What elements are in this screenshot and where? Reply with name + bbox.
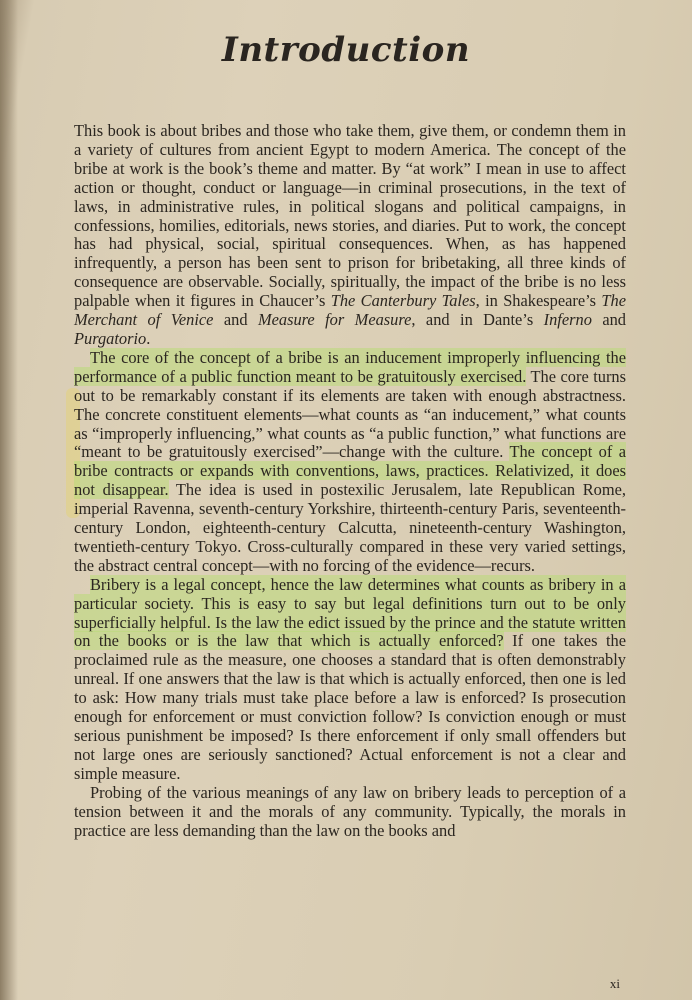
- text-segment: , and in Dante’s: [411, 310, 544, 330]
- highlighted-text: The core of the concept of a bribe is an inducement improperly influencing the performance of a public function meant to be gratuitously exercised.: [74, 347, 626, 386]
- italic-title: The Merchant of Venice: [74, 291, 626, 330]
- text-segment: Probing of the various meanings of any law on bribery leads to perception of a tension between it and the morals of any community. Typically, the morals in practice are less demanding than the law on the books and: [74, 782, 626, 840]
- page-number: xi: [609, 976, 620, 991]
- italic-title: The Canterbury Tales: [330, 291, 476, 311]
- paragraph-2: [74, 349, 626, 576]
- text-segment: The idea is used in postexilic Jerusalem, late Republican Rome, imperial Ravenna, seventh-century Yorkshire, thirteenth-century Paris, seventeenth-century London, eighteenth-century Calcutta, nineteenth-century Washington, twentieth-century Tokyo. Cross-culturally compared in these very varied settings, the abstract central concept—with no forcing of the evidence—recurs.: [74, 480, 626, 575]
- body-text: [74, 122, 626, 840]
- paragraph-4: [74, 784, 626, 841]
- text-segment: , in Shakespeare’s: [475, 291, 602, 311]
- italic-title: Purgatorio: [74, 328, 147, 348]
- text-segment: and: [591, 310, 627, 330]
- highlighted-text: Bribery is a legal concept, hence the law determines what counts as bribery in a particular society. This is easy to say but legal definitions turn out to be only superficially helpful. Is the law the edict issued by the prince and the statute written on the books or is the law that which is actually enforced?: [74, 574, 626, 651]
- text-segment: .: [146, 328, 151, 348]
- italic-title: Inferno: [543, 310, 592, 330]
- chapter-title: Introduction: [221, 30, 471, 70]
- text-segment: If one takes the proclaimed rule as the measure, one chooses a standard that is often demonstrably unreal. If one answers that the law is that which is actually enforced, then one is led to ask: How many trials must take place before a law is enforced? Is prosecution enough for enforcement or must conviction follow? Is conviction enough or must serious punishment be imposed? Is there enforcement if only small offenders but not large ones are seriously sanctioned? Actual enforcement is not a clear and simple measure.: [74, 631, 626, 783]
- highlighted-text: The concept of a bribe contracts or expands with conventions, laws, practices. Relativized, it does not disappear.: [74, 442, 626, 500]
- text-segment: and: [213, 310, 258, 330]
- paragraph-1: [74, 122, 626, 349]
- italic-title: Measure for Measure: [257, 310, 412, 330]
- text-segment: The core turns out to be remarkably constant if its elements are taken with enough abstractness. The concrete constituent elements—what counts as “an inducement,” what counts as “improperly influencing,” what counts as “a public function,” what functions are “meant to be gratuitously exercised”—change with the culture.: [74, 366, 626, 462]
- text-segment: This book is about bribes and those who take them, give them, or condemn them in a variety of cultures from ancient Egypt to modern America. The concept of the bribe at work is the book’s theme and matter. By “at work” I mean in use to affect action or thought, conduct or language—in criminal prosecutions, in the text of laws, in administrative rules, in political slogans and political campaigns, in confessions, homilies, editorials, news stories, and diaries. Put to work, the concept has had physical, social, spiritual consequences. When, as has happened infrequently, a person has been sent to prison for bribetaking, all three kinds of consequence are observable. Socially, spiritually, the impact of the bribe is no less palpable when it figures in Chaucer’s: [74, 121, 626, 311]
- paragraph-3: [74, 576, 626, 784]
